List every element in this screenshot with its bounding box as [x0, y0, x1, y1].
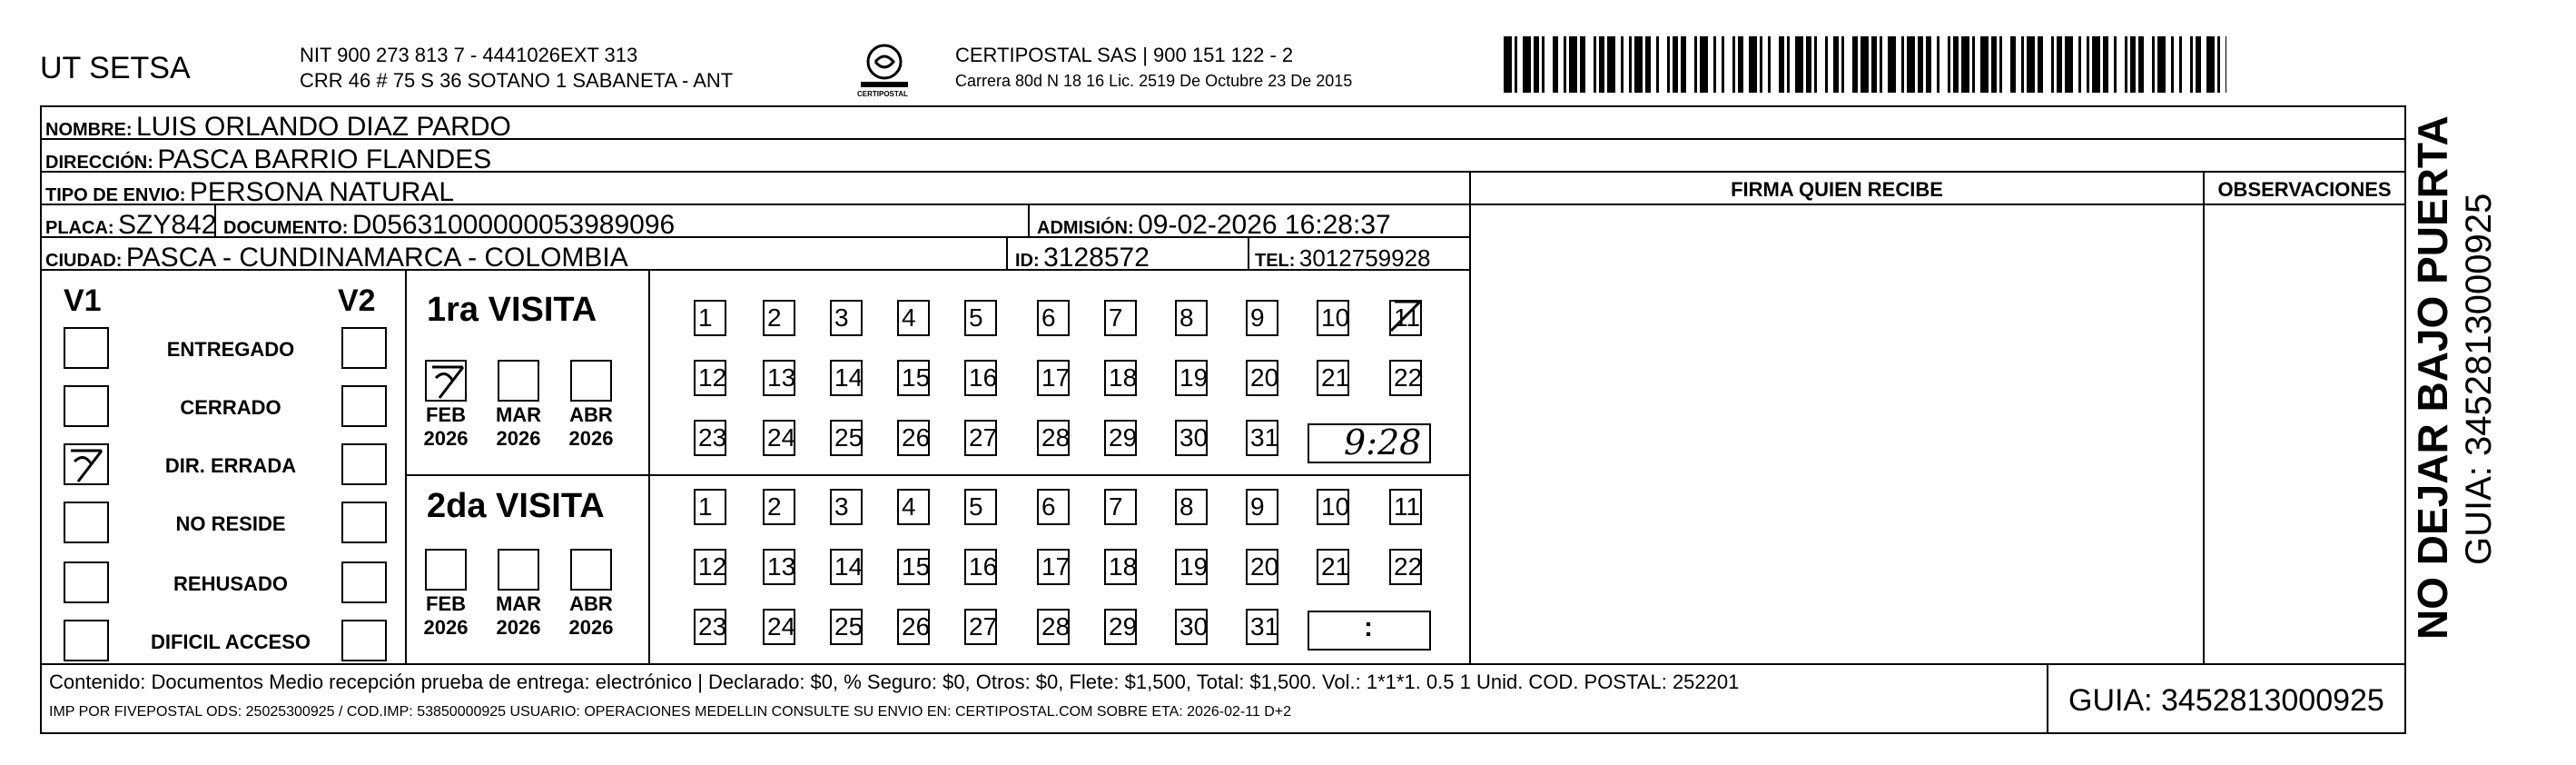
barcode-bar: [2051, 36, 2054, 93]
barcode-bar: [1948, 36, 1950, 93]
visit2-day-box[interactable]: 19: [1175, 549, 1208, 585]
visit1-month-checkbox[interactable]: [570, 360, 612, 402]
barcode-bar: [1760, 36, 1762, 93]
certipostal-line1: CERTIPOSTAL SAS | 900 151 122 - 2: [955, 44, 1294, 66]
tipo-label: TIPO DE ENVIO:: [45, 185, 186, 205]
visit2-day-box[interactable]: 16: [964, 549, 997, 585]
visit1-month-label: FEB: [426, 403, 466, 426]
barcode-bar: [1673, 36, 1678, 93]
visit1-day-box[interactable]: 15: [897, 360, 930, 396]
id-value: 3128572: [1043, 243, 1150, 273]
tel-label: TEL:: [1255, 251, 1296, 271]
v2-label: V2: [338, 283, 376, 318]
barcode-bar: [2217, 36, 2220, 93]
visit2-day-box[interactable]: 13: [763, 549, 795, 585]
visit1-day-box[interactable]: 12: [694, 360, 726, 396]
visit2-day-box[interactable]: 6: [1037, 489, 1070, 525]
barcode-bar: [1991, 36, 1997, 93]
v1-label: V1: [64, 283, 102, 318]
visit1-day-box[interactable]: 11: [1389, 300, 1422, 336]
barcode-bar: [2152, 36, 2155, 93]
visit2-day-box[interactable]: 1: [694, 489, 726, 525]
v2-checkbox[interactable]: [341, 443, 387, 485]
barcode-bar: [1732, 36, 1735, 93]
visit1-day-box[interactable]: 14: [830, 360, 863, 396]
visit2-day-box[interactable]: 29: [1104, 609, 1137, 645]
visit1-day-box[interactable]: 27: [964, 420, 997, 456]
barcode-bar: [2021, 36, 2024, 93]
nit-line: NIT 900 273 813 7 - 4441026EXT 313: [300, 44, 638, 66]
documento-row: [223, 212, 675, 239]
barcode-bar: [2027, 36, 2035, 93]
barcode-bar: [2057, 36, 2062, 93]
ciudad-label: CIUDAD:: [45, 251, 123, 271]
barcode-bar: [1961, 36, 1969, 93]
side-guia: GUIA: 3452813000925: [2459, 193, 2499, 565]
visit1-day-box[interactable]: 19: [1175, 360, 1208, 396]
barcode-bar: [2103, 36, 2108, 93]
visit1-year-label: 2026: [496, 427, 541, 450]
barcode-bar: [1860, 36, 1869, 93]
barcode-bar: [1749, 36, 1757, 93]
visit1-time: 9:28: [1344, 422, 1422, 462]
visit2-day-box[interactable]: 17: [1037, 549, 1070, 585]
visit2-day-box[interactable]: 15: [897, 549, 930, 585]
visit2-month-label: MAR: [495, 592, 542, 615]
visit1-day-box[interactable]: 30: [1175, 420, 1208, 456]
visit1-day-box[interactable]: 31: [1246, 420, 1278, 456]
visit2-day-box[interactable]: 3: [830, 489, 863, 525]
visit1-month-label: ABR: [569, 403, 613, 426]
visit2-day-box[interactable]: 23: [694, 609, 726, 645]
barcode-bar: [1833, 36, 1839, 93]
admision-label: ADMISIÓN:: [1037, 218, 1134, 238]
barcode-bar: [1629, 36, 1632, 93]
barcode-bar: [1738, 36, 1743, 93]
barcode-bar: [1569, 36, 1577, 93]
visit2-day-box[interactable]: 14: [830, 549, 863, 585]
visit1-year-label: 2026: [568, 427, 614, 450]
v2-checkbox[interactable]: [341, 327, 387, 369]
v2-checkbox[interactable]: [341, 502, 387, 543]
visit2-title: 2da VISITA: [427, 487, 605, 525]
barcode-bar: [2125, 36, 2127, 93]
visit1-day-box[interactable]: 8: [1175, 300, 1208, 336]
barcode-bar: [1681, 36, 1686, 93]
nombre-row: [45, 114, 511, 141]
visit2-day-box[interactable]: 31: [1246, 609, 1278, 645]
visit1-day-box[interactable]: 9: [1246, 300, 1278, 336]
visit2-day-box[interactable]: 10: [1317, 489, 1349, 525]
visit2-day-box[interactable]: 12: [694, 549, 726, 585]
barcode-bar: [1852, 36, 1858, 93]
barcode-bar: [1953, 36, 1959, 93]
status-option-label: NO RESIDE: [175, 512, 286, 535]
barcode-bar: [1634, 36, 1643, 93]
barcode-bar: [2065, 36, 2073, 93]
barcode-bar: [1806, 36, 1811, 93]
barcode-bar: [1901, 36, 1904, 93]
v1-checkbox[interactable]: [64, 385, 109, 427]
visit1-day-box[interactable]: 13: [763, 360, 795, 396]
barcode-bar: [2190, 36, 2193, 93]
barcode-bar: [1972, 36, 1975, 93]
visit1-day-box[interactable]: 23: [694, 420, 726, 456]
status-option-label: REHUSADO: [173, 572, 288, 595]
barcode-bar: [2038, 36, 2043, 93]
footer-line1: Contenido: Documentos Medio recepción prueba de entrega: electrónico | Declarado: $0, % Seguro: $0, Otros: $0, Flete: $1,500, Total: $1,500. Vol.: 1*1*1. 0.5 1 Unid. COD. POSTAL: 252201: [49, 671, 1740, 693]
visit1-day-box[interactable]: 2: [763, 300, 795, 336]
visit2-day-box[interactable]: 22: [1389, 549, 1422, 585]
visit2-month-checkbox[interactable]: [425, 549, 467, 591]
observaciones-header: OBSERVACIONES: [2217, 178, 2392, 201]
visit1-day-box[interactable]: 26: [897, 420, 930, 456]
firma-header: FIRMA QUIEN RECIBE: [1731, 178, 1943, 201]
visit1-day-box[interactable]: 28: [1037, 420, 1070, 456]
v1-checkbox[interactable]: [64, 327, 109, 369]
visit2-day-box[interactable]: 25: [830, 609, 863, 645]
visit1-day-box[interactable]: 18: [1104, 360, 1137, 396]
barcode-bar: [1779, 36, 1784, 93]
visit1-day-box[interactable]: 21: [1317, 360, 1349, 396]
visit1-title: 1ra VISITA: [427, 291, 597, 329]
status-option-label: DIFICIL ACCESO: [150, 631, 311, 653]
visit2-month-label: FEB: [426, 592, 466, 615]
visit2-day-box[interactable]: 7: [1104, 489, 1137, 525]
barcode-bar: [1937, 36, 1939, 93]
barcode-bar: [1814, 36, 1817, 93]
v2-checkbox[interactable]: [341, 561, 387, 603]
v2-checkbox[interactable]: [341, 385, 387, 427]
visit2-day-box[interactable]: 11: [1389, 489, 1422, 525]
visit1-day-box[interactable]: 10: [1317, 300, 1349, 336]
barcode-bar: [1787, 36, 1790, 93]
address-line: CRR 46 # 75 S 36 SOTANO 1 SABANETA - ANT: [300, 69, 734, 92]
visit2-day-box[interactable]: 24: [763, 609, 795, 645]
barcode-bar: [1825, 36, 1828, 93]
nombre-label: NOMBRE:: [45, 120, 133, 140]
visit2-month-checkbox[interactable]: [498, 549, 539, 591]
barcode-bar: [2138, 36, 2144, 93]
status-option-label: ENTREGADO: [166, 338, 295, 361]
visit2-year-label: 2026: [496, 616, 541, 639]
nombre-value: LUIS ORLANDO DIAZ PARDO: [136, 112, 511, 142]
barcode-bar: [1694, 36, 1697, 93]
barcode-bar: [1841, 36, 1844, 93]
visit2-day-box[interactable]: 8: [1175, 489, 1208, 525]
visit2-day-box[interactable]: 30: [1175, 609, 1208, 645]
visit2-year-label: 2026: [423, 616, 469, 639]
visit1-day-box[interactable]: 5: [964, 300, 997, 336]
barcode-bar: [2087, 36, 2089, 93]
visit1-day-box[interactable]: 25: [830, 420, 863, 456]
barcode-bar: [1621, 36, 1624, 93]
visit1-day-box[interactable]: 3: [830, 300, 863, 336]
barcode-bar: [1722, 36, 1724, 93]
barcode-bar: [2130, 36, 2136, 93]
barcode-bar: [1999, 36, 2002, 93]
v1-checkbox[interactable]: [64, 502, 109, 543]
barcode-bar: [1645, 36, 1651, 93]
tel-row: [1255, 246, 1431, 270]
visit1-day-box[interactable]: 7: [1104, 300, 1137, 336]
barcode-bar: [1700, 36, 1708, 93]
barcode-bar: [1607, 36, 1615, 93]
visit2-day-box[interactable]: 4: [897, 489, 930, 525]
logo-text: CERTIPOSTAL: [857, 90, 908, 98]
visit1-day-box[interactable]: 6: [1037, 300, 1070, 336]
barcode-bar: [1504, 36, 1512, 93]
visit1-day-box[interactable]: 24: [763, 420, 795, 456]
v1-checkbox[interactable]: [64, 620, 109, 661]
barcode-bar: [1871, 36, 1877, 93]
visit1-day-box[interactable]: 16: [964, 360, 997, 396]
documento-label: DOCUMENTO:: [223, 218, 349, 238]
barcode-bar: [1667, 36, 1670, 93]
barcode-bar: [2114, 36, 2117, 93]
visit1-day-box[interactable]: 1: [694, 300, 726, 336]
barcode-bar: [1926, 36, 1931, 93]
visit1-month-label: MAR: [495, 403, 542, 426]
v1-checkbox[interactable]: [64, 443, 109, 485]
barcode-bar: [2179, 36, 2182, 93]
visit2-day-box[interactable]: 20: [1246, 549, 1278, 585]
visit2-day-box[interactable]: 2: [763, 489, 795, 525]
placa-row: [45, 212, 216, 239]
barcode-bar: [2171, 36, 2174, 93]
barcode-bar: [2078, 36, 2081, 93]
certipostal-line2: Carrera 80d N 18 16 Lic. 2519 De Octubre 23 De 2015: [955, 72, 1353, 90]
tipo-row: [45, 179, 454, 206]
visit1-day-box[interactable]: 29: [1104, 420, 1137, 456]
v2-checkbox[interactable]: [341, 620, 387, 661]
barcode-bar: [1980, 36, 1989, 93]
visit2-day-box[interactable]: 5: [964, 489, 997, 525]
barcode-bar: [1768, 36, 1771, 93]
barcode: [1504, 36, 2226, 93]
visit1-year-label: 2026: [423, 427, 469, 450]
footer-guia: GUIA: 3452813000925: [2068, 683, 2384, 718]
visit2-month-checkbox[interactable]: [570, 549, 612, 591]
visit2-day-box[interactable]: 18: [1104, 549, 1137, 585]
placa-label: PLACA:: [45, 218, 114, 238]
side-warning: NO DEJAR BAJO PUERTA: [2409, 115, 2456, 640]
footer-line2: IMP POR FIVEPOSTAL ODS: 25025300925 / COD.IMP: 53850000925 USUARIO: OPERACIONES MEDELLIN CONSULTE SU ENVIO EN: CERTIPOSTAL.COM SOBRE ETA: 2026-02-11 D+2: [49, 704, 1292, 720]
visit1-day-box[interactable]: 22: [1389, 360, 1422, 396]
visit2-day-box[interactable]: 26: [897, 609, 930, 645]
barcode-bar: [1594, 36, 1596, 93]
barcode-bar: [1580, 36, 1585, 93]
barcode-bar: [1907, 36, 1915, 93]
visit2-day-box[interactable]: 9: [1246, 489, 1278, 525]
barcode-bar: [1888, 36, 1896, 93]
ciudad-row: [45, 244, 628, 272]
barcode-bar: [1713, 36, 1716, 93]
visit1-month-checkbox[interactable]: [498, 360, 539, 402]
barcode-bar: [1515, 36, 1517, 93]
direccion-row: [45, 146, 491, 174]
certipostal-logo: [857, 42, 912, 96]
barcode-bar: [2010, 36, 2016, 93]
ciudad-value: PASCA - CUNDINAMARCA - COLOMBIA: [125, 243, 628, 273]
barcode-bar: [1564, 36, 1566, 93]
visit1-day-box[interactable]: 20: [1246, 360, 1278, 396]
id-label: ID:: [1015, 251, 1040, 271]
barcode-bar: [1553, 36, 1558, 93]
visit1-month-checkbox[interactable]: [425, 360, 467, 402]
admision-row: [1037, 212, 1391, 239]
barcode-bar: [2206, 36, 2215, 93]
status-option-label: CERRADO: [180, 396, 281, 419]
barcode-bar: [1880, 36, 1882, 93]
id-row: [1015, 244, 1150, 272]
direccion-label: DIRECCIÓN:: [45, 153, 153, 173]
visit2-day-box[interactable]: 21: [1317, 549, 1349, 585]
tel-value: 3012759928: [1298, 244, 1431, 272]
tipo-value: PERSONA NATURAL: [189, 177, 455, 207]
barcode-bar: [1795, 36, 1803, 93]
visit2-time: :: [1364, 612, 1373, 642]
direccion-value: PASCA BARRIO FLANDES: [157, 144, 492, 174]
visit2-year-label: 2026: [568, 616, 614, 639]
barcode-bar: [1918, 36, 1923, 93]
barcode-bar: [1599, 36, 1604, 93]
documento-value: D05631000000053989096: [351, 210, 676, 240]
placa-value: SZY842: [118, 210, 217, 240]
barcode-bar: [2157, 36, 2166, 93]
status-option-label: DIR. ERRADA: [164, 454, 297, 477]
barcode-bar: [2196, 36, 2201, 93]
visit1-day-box[interactable]: 4: [897, 300, 930, 336]
company-name: UT SETSA: [40, 51, 191, 85]
v1-checkbox[interactable]: [64, 561, 109, 603]
barcode-bar: [1542, 36, 1545, 93]
visit2-day-box[interactable]: 27: [964, 609, 997, 645]
barcode-bar: [1656, 36, 1659, 93]
visit1-day-box[interactable]: 17: [1037, 360, 1070, 396]
admision-value: 09-02-2026 16:28:37: [1138, 210, 1391, 240]
visit2-month-label: ABR: [569, 592, 613, 615]
barcode-bar: [2092, 36, 2100, 93]
barcode-bar: [1523, 36, 1531, 93]
barcode-bar: [1534, 36, 1539, 93]
visit2-day-box[interactable]: 28: [1037, 609, 1070, 645]
